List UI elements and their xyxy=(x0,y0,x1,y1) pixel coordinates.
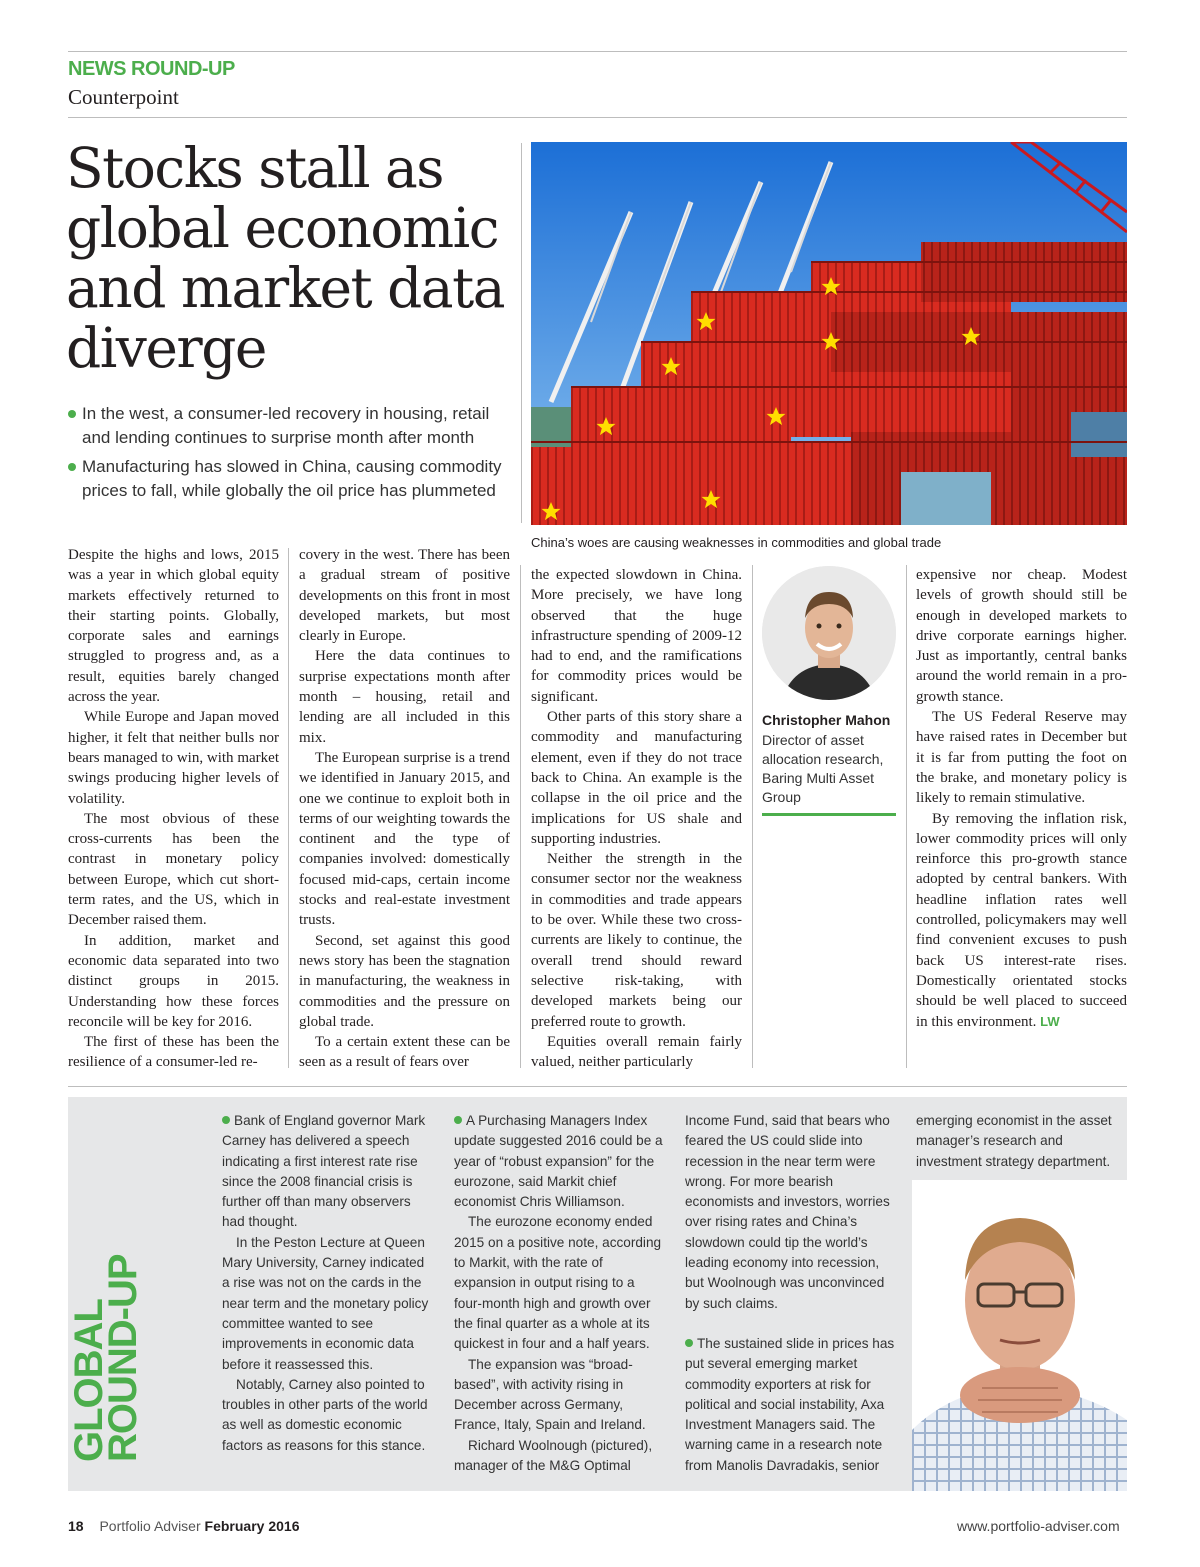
header-rule xyxy=(68,117,1127,118)
roundup-column-2: A Purchasing Managers Index update suggested 2016 could be a year of “robust expansion” for the eurozone, said Markit chief economist Chris Williamson. The eurozone economy ended 2015 on a positive note, according to Markit, with the rate of expansion in output rising to a four-month high and growth over the final quarter as a whole at its quickest in four and a half years. The expansion was “broad-based”, with activity rising in December across Germany, France, Italy, Spain and Ireland. Richard Woolnough (pictured), manager of the M&G Optimal xyxy=(454,1113,663,1474)
section-label: NEWS ROUND-UP xyxy=(68,58,235,80)
signoff-logo: LW xyxy=(1040,1013,1060,1029)
website-link[interactable]: www.portfolio-adviser.com xyxy=(957,1518,1120,1534)
bullet-dot-icon xyxy=(222,1116,230,1124)
page-number: 18 xyxy=(68,1518,84,1534)
article-column-1: Despite the highs and lows, 2015 was a year in which global equity markets effectively returned to their starting points. Globally, corporate sales and earnings struggled to progress and, as a result, equities barely changed across the year. While Europe and Japan moved higher, it felt that neither bulls nor bears managed to win, with market swings producing higher levels of volatility. The most obvious of these cross-currents has been the contrast in monetary policy between Europe, which cut short-term rates, and the US, which in December raised them. In addition, market and economic data separated into two distinct groups in 2015. Understanding how these forces reconcile will be key for 2016. The first of these has been the resilience of a consumer-led re- xyxy=(68,547,279,1071)
article-bottom-rule xyxy=(68,1086,1127,1087)
standfirst-item: Manufacturing has slowed in China, causing commodity prices to fall, while globally the oil price has plummeted xyxy=(68,455,518,503)
standfirst-item: In the west, a consumer-led recovery in housing, retail and lending continues to surprise month after month xyxy=(68,402,518,450)
magazine-name: Portfolio Adviser xyxy=(99,1518,201,1534)
author-underline xyxy=(762,813,896,816)
woolnough-portrait xyxy=(912,1180,1127,1491)
roundup-column-4: emerging economist in the asset manager’s research and investment strategy department. xyxy=(916,1113,1112,1169)
column-divider xyxy=(906,565,907,1068)
headline-divider xyxy=(521,143,522,523)
article-column-4: expensive nor cheap. Modest levels of growth should still be enough in developed markets to drive corporate earnings higher. Just as importantly, central banks around the world remain in a pro-growth stance. The US Federal Reserve may have raised rates in December but it is far from putting the foot on the brake, and monetary policy is likely to remain stimulative. By removing the inflation risk, lower commodity prices will only reinforce this pro-growth stance adopted by central bankers. With headline inflation rates well controlled, policymakers may well find convenient excuses to push back US interest-rate rises. Domestically orientated stocks should be well placed to succeed in this environment. LW xyxy=(916,567,1127,1030)
column-divider xyxy=(288,548,289,1068)
photo-caption: China’s woes are causing weaknesses in commodities and global trade xyxy=(531,535,942,550)
bullet-dot-icon xyxy=(685,1339,693,1347)
footer-publication xyxy=(68,1518,299,1534)
author-name: Christopher Mahon xyxy=(762,712,891,728)
subsection-label: Counterpoint xyxy=(68,85,179,109)
bullet-dot-icon xyxy=(454,1116,462,1124)
column-divider xyxy=(752,565,753,1068)
roundup-column-1: Bank of England governor Mark Carney has delivered a speech indicating a first interest rate rise since the 2008 financial crisis is further off than many observers had thought. In the Peston Lecture at Queen Mary University, Carney indicated a rise was not on the cards in the near term and the monetary policy committee wanted to see improvements in economic data before it reassessed this. Notably, Carney also pointed to troubles in other parts of the world as well as domestic economic factors as reasons for this stance. xyxy=(222,1113,429,1453)
roundup-column-3: Income Fund, said that bears who feared the US could slide into recession in the near term were wrong. For more bearish economists and investors, worries over rising rates and China’s slowdown could tip the world’s leading economy into recession, but Woolnough was unconvinced by such claims. The sustained slide in prices has put several emerging market commodity exporters at risk for political and social instability, Axa Investment Managers said. The warning came in a research note from Manolis Davradakis, senior xyxy=(685,1113,895,1473)
shipping-containers-photo xyxy=(531,142,1127,525)
issue-date: February 2016 xyxy=(204,1518,300,1534)
containers-illustration xyxy=(531,142,1127,525)
top-rule xyxy=(68,51,1127,52)
author-role: Director of asset allocation research, Baring Multi Asset Group xyxy=(762,732,884,805)
column-divider xyxy=(520,565,521,1068)
standfirst xyxy=(68,402,518,508)
headline: Stocks stall as global economic and market data diverge xyxy=(66,136,504,380)
bullet-dot-icon xyxy=(68,463,76,471)
author-avatar xyxy=(762,566,896,700)
article-column-2: covery in the west. There has been a gradual stream of positive developments on this front in most developed markets, but most clearly in Europe. Here the data continues to surprise expectations month after month – housing, retail and lending are all included in this mix. The European surprise is a trend we identified in January 2015, and one we continue to exploit both in terms of our weighting towards the continent and the type of companies involved: domestically focused mid-caps, certain income stocks and real-estate investment trusts. Second, set against this good news story has been the stagnation in manufacturing, the weakness in commodities and the pressure on global trade. To a certain extent these can be seen as a result of fears over xyxy=(299,547,510,1071)
global-roundup-title: GLOBAL ROUND-UP xyxy=(67,1254,145,1462)
bullet-dot-icon xyxy=(68,410,76,418)
article-column-3: the expected slowdown in China. More precisely, we have long observed that the huge infrastructure spending of 2009-12 had to end, and the ramifications for commodity prices would be significant. Other parts of this story share a commodity and manufacturing element, even if they do not trace back to China. An example is the collapse in the oil price and the implications for US shale and supporting industries. Neither the strength in the consumer sector nor the weakness in commodities and trade appears to be over. While these two cross-currents are likely to continue, the overall trend should reward selective risk-taking, with developed markets being our preferred route to growth. Equities overall remain fairly valued, neither particularly xyxy=(531,567,742,1071)
